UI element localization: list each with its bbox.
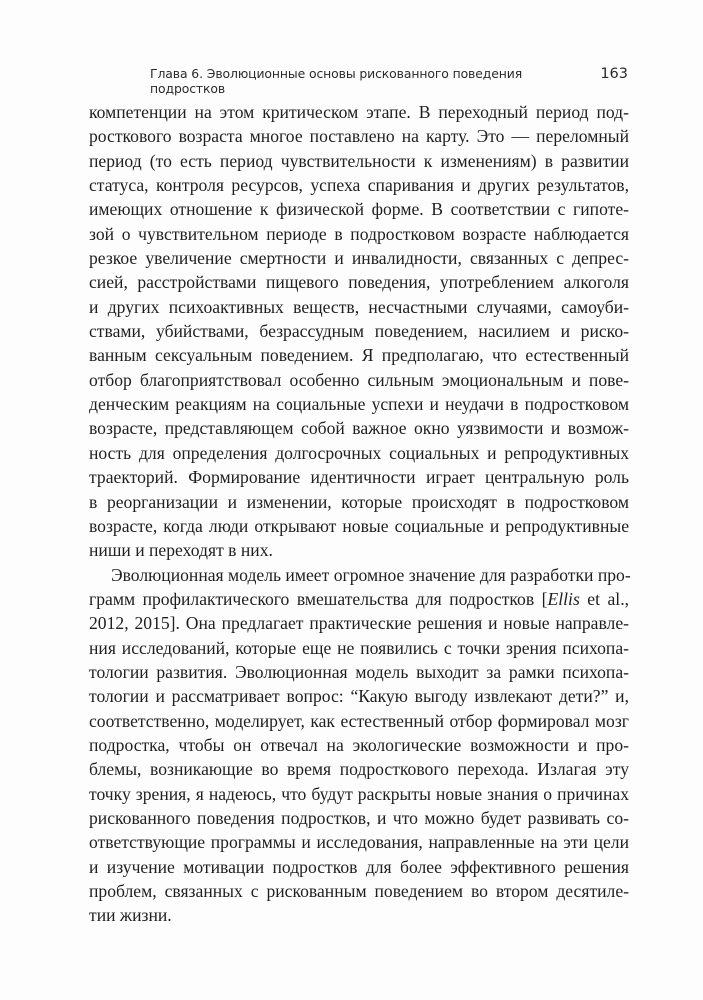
text-line: возрасте, когда люди открывают новые социальные и репродуктивные bbox=[89, 515, 629, 536]
text-line: проблем, связанных с рискованным поведением во втором десятиле- bbox=[89, 881, 629, 901]
text-line: тии жизни. bbox=[89, 905, 172, 926]
text-line: рискованного поведения подростков, и что можно будет развивать со- bbox=[89, 807, 629, 828]
text-line: компетенции на этом критическом этапе. В переходный период под- bbox=[89, 102, 629, 122]
text-line: ниши и переходят в них. bbox=[89, 540, 273, 561]
text-line: ность для определения долгосрочных социальных и репродуктивных bbox=[89, 442, 629, 463]
citation-author: Ellis bbox=[547, 588, 580, 609]
paragraph-1 bbox=[89, 100, 629, 563]
text-line: имеющих отношение к физической форме. В соответствии с гипоте- bbox=[89, 199, 629, 220]
citation-rest: et al., bbox=[579, 588, 629, 609]
text-line: денческим реакциям на социальные успехи и неудачи в подростковом bbox=[89, 394, 629, 415]
text-line: росткового возраста многое поставлено на карту. Это — переломный bbox=[89, 126, 629, 147]
text-line: период (то есть период чувствительности к изменениям) в развитии bbox=[89, 150, 629, 171]
text-line: тологии развития. Эволюционная модель выходит за рамки психопа- bbox=[89, 661, 629, 682]
text-line: возрасте, представляющем собой важное окно уязвимости и возмож- bbox=[89, 418, 629, 439]
page-number: 163 bbox=[600, 66, 628, 82]
text-line: ния исследований, которые еще не появились с точки зрения психопа- bbox=[89, 637, 629, 658]
text-line: и других психоактивных веществ, несчастными случаями, самоуби- bbox=[89, 296, 629, 317]
text-line: Эволюционная модель имеет огромное значение для разработки про- bbox=[111, 564, 631, 585]
text-line: точку зрения, я надеюсь, что будут раскрыты новые знания о причинах bbox=[89, 783, 629, 804]
text-line: резкое увеличение смертности и инвалидности, связанных с депрес- bbox=[89, 248, 629, 269]
text-line: статуса, контроля ресурсов, успеха спаривания и других результатов, bbox=[89, 175, 629, 196]
text-line: блемы, возникающие во время подросткового перехода. Излагая эту bbox=[89, 759, 629, 780]
text-line: отбор благоприятствовал особенно сильным эмоциональным и пове- bbox=[89, 369, 629, 390]
text-line: подростка, чтобы он отвечал на экологические возможности и про- bbox=[89, 734, 629, 755]
chapter-title: Глава 6. Эволюционные основы рискованного поведения подростков bbox=[150, 66, 523, 96]
text-line: сией, расстройствами пищевого поведения, употреблением алкоголя bbox=[89, 272, 629, 293]
body-text bbox=[89, 100, 629, 928]
text-line: зой о чувствительном периоде в подростковом возрасте наблюдается bbox=[89, 223, 629, 244]
text-line: ванным сексуальным поведением. Я предполагаю, что естественный bbox=[89, 345, 629, 366]
text-line: ответствующие программы и исследования, направленные на эти цели bbox=[89, 832, 629, 853]
text-line: ствами, убийствами, безрассудным поведением, насилием и риско- bbox=[89, 321, 629, 342]
text-line: соответственно, моделирует, как естественный отбор формировал мозг bbox=[89, 710, 629, 731]
text-line-with-citation bbox=[89, 587, 629, 611]
running-head bbox=[150, 66, 628, 96]
text-line: и изучение мотивации подростков для более эффективного решения bbox=[89, 856, 629, 877]
text-line: тологии и рассматривает вопрос: “Какую выгоду извлекают дети?” и, bbox=[89, 686, 629, 707]
text-line: траекторий. Формирование идентичности играет центральную роль bbox=[89, 467, 629, 488]
text-line: в реорганизации и изменении, которые происходят в подростковом bbox=[89, 491, 629, 512]
text-fragment: грамм профилактического вмешательства для подростков [ bbox=[89, 588, 548, 609]
paragraph-2 bbox=[89, 563, 629, 928]
text-line: 2012, 2015]. Она предлагает практические решения и новые направле- bbox=[89, 613, 629, 634]
